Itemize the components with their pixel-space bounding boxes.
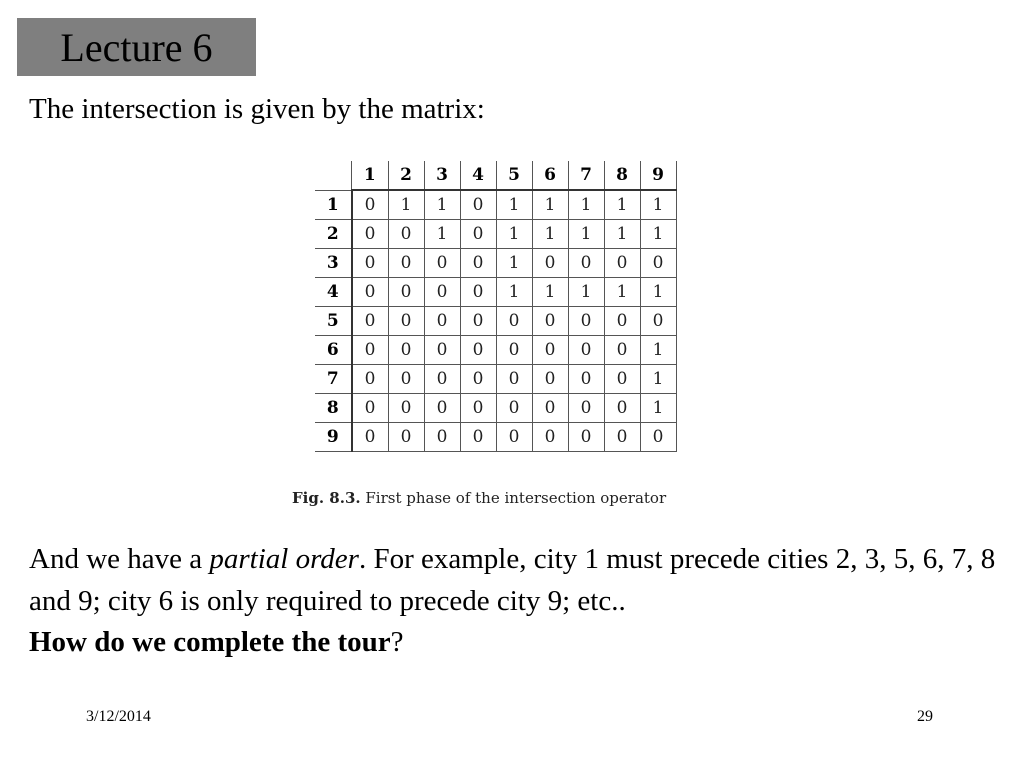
matrix-cell: 1 (532, 278, 568, 307)
matrix-cell: 0 (496, 394, 532, 423)
matrix-cell: 0 (460, 394, 496, 423)
figure-caption (292, 489, 666, 507)
matrix-cell: 0 (352, 278, 389, 307)
matrix-cell: 0 (352, 249, 389, 278)
matrix-cell: 1 (424, 190, 460, 220)
matrix-cell: 0 (604, 394, 640, 423)
matrix-cell: 0 (460, 336, 496, 365)
matrix-row (315, 365, 676, 394)
matrix-cell: 0 (460, 365, 496, 394)
matrix-col-header: 2 (388, 161, 424, 190)
matrix-cell: 0 (532, 249, 568, 278)
matrix-cell: 0 (532, 365, 568, 394)
matrix-col-header: 1 (352, 161, 389, 190)
matrix-cell: 0 (424, 336, 460, 365)
matrix-cell: 0 (496, 423, 532, 452)
matrix-row-header: 7 (315, 365, 352, 394)
matrix-row (315, 190, 676, 220)
matrix-cell: 0 (352, 190, 389, 220)
matrix-cell: 1 (532, 190, 568, 220)
matrix-cell: 1 (640, 394, 676, 423)
matrix-cell: 1 (640, 365, 676, 394)
para-after: . For example, city 1 must precede cities 2, 3, 5, 6, 7, 8 and 9; city 6 is only required to precede city 9; etc.. (29, 543, 996, 617)
matrix-cell: 0 (352, 220, 389, 249)
caption-text: First phase of the intersection operator (360, 489, 667, 507)
matrix-cell: 0 (388, 365, 424, 394)
matrix-cell: 0 (352, 423, 389, 452)
matrix-cell: 1 (424, 220, 460, 249)
intro-text: The intersection is given by the matrix: (29, 93, 485, 125)
matrix-cell: 0 (568, 307, 604, 336)
matrix-col-header: 9 (640, 161, 676, 190)
matrix-cell: 0 (352, 307, 389, 336)
matrix-cell: 0 (496, 365, 532, 394)
matrix-cell: 0 (460, 423, 496, 452)
matrix-cell: 0 (532, 423, 568, 452)
matrix-cell: 1 (388, 190, 424, 220)
matrix-cell: 1 (532, 220, 568, 249)
matrix-row-header: 4 (315, 278, 352, 307)
matrix-col-header: 5 (496, 161, 532, 190)
matrix-cell: 0 (424, 365, 460, 394)
matrix-cell: 0 (460, 220, 496, 249)
matrix-cell: 0 (640, 307, 676, 336)
matrix-cell: 0 (640, 423, 676, 452)
matrix-cell: 0 (460, 190, 496, 220)
matrix-cell: 0 (568, 249, 604, 278)
matrix-cell: 0 (424, 307, 460, 336)
matrix-row-header: 3 (315, 249, 352, 278)
matrix-row-header: 9 (315, 423, 352, 452)
matrix-cell: 0 (424, 423, 460, 452)
question-bold: How do we complete the tour (29, 626, 391, 658)
matrix-cell: 0 (568, 365, 604, 394)
intersection-matrix (315, 161, 677, 452)
matrix-cell: 1 (640, 278, 676, 307)
slide-title: Lecture 6 (17, 18, 256, 76)
matrix-cell: 0 (604, 423, 640, 452)
footer-page-number: 29 (917, 708, 933, 725)
matrix-col-header: 4 (460, 161, 496, 190)
matrix-cell: 0 (532, 307, 568, 336)
matrix-cell: 1 (640, 220, 676, 249)
matrix-row-header: 1 (315, 190, 352, 220)
para-italic: partial order (209, 543, 359, 575)
matrix-cell: 0 (388, 249, 424, 278)
matrix-cell: 0 (388, 220, 424, 249)
matrix-cell: 0 (352, 394, 389, 423)
matrix-cell: 0 (604, 307, 640, 336)
matrix-cell: 0 (568, 394, 604, 423)
matrix-cell: 0 (640, 249, 676, 278)
caption-label: Fig. 8.3. (292, 489, 361, 507)
matrix-cell: 0 (460, 307, 496, 336)
matrix-cell: 0 (352, 365, 389, 394)
matrix-cell: 0 (496, 307, 532, 336)
matrix-cell: 0 (424, 394, 460, 423)
matrix-cell: 1 (496, 190, 532, 220)
matrix-cell: 1 (568, 220, 604, 249)
matrix-cell: 1 (604, 278, 640, 307)
matrix-cell: 1 (568, 190, 604, 220)
matrix-cell: 0 (352, 336, 389, 365)
matrix-row (315, 336, 676, 365)
matrix-cell: 0 (604, 336, 640, 365)
matrix-cell: 0 (568, 336, 604, 365)
question-end: ? (390, 626, 404, 658)
matrix-cell: 1 (604, 220, 640, 249)
matrix-cell: 1 (604, 190, 640, 220)
matrix-col-header: 8 (604, 161, 640, 190)
partial-order-paragraph (29, 538, 1004, 622)
matrix-col-header: 3 (424, 161, 460, 190)
matrix-cell: 0 (388, 278, 424, 307)
matrix-cell: 1 (640, 190, 676, 220)
matrix-cell: 0 (424, 249, 460, 278)
matrix-cell: 1 (496, 249, 532, 278)
matrix-cell: 0 (460, 249, 496, 278)
matrix-row (315, 307, 676, 336)
matrix-row-header: 2 (315, 220, 352, 249)
matrix-row-header: 6 (315, 336, 352, 365)
matrix-cell: 0 (388, 423, 424, 452)
matrix-cell: 0 (460, 278, 496, 307)
matrix-cell: 0 (568, 423, 604, 452)
matrix-cell: 0 (532, 394, 568, 423)
matrix-row (315, 220, 676, 249)
matrix-cell: 0 (532, 336, 568, 365)
matrix-col-header: 7 (568, 161, 604, 190)
matrix-cell: 1 (496, 278, 532, 307)
matrix-cell: 0 (388, 394, 424, 423)
matrix-col-header: 6 (532, 161, 568, 190)
matrix-row (315, 394, 676, 423)
matrix-cell: 0 (496, 336, 532, 365)
question-text (29, 626, 404, 659)
matrix-cell: 0 (388, 336, 424, 365)
matrix-cell: 0 (604, 365, 640, 394)
matrix-cell: 1 (568, 278, 604, 307)
matrix-cell: 1 (640, 336, 676, 365)
footer-date: 3/12/2014 (86, 708, 151, 725)
matrix-row-header: 8 (315, 394, 352, 423)
matrix-body (315, 190, 676, 452)
matrix-header-row (315, 161, 676, 190)
matrix-cell: 0 (424, 278, 460, 307)
matrix-cell: 1 (496, 220, 532, 249)
para-before: And we have a (29, 543, 210, 575)
matrix-row (315, 278, 676, 307)
matrix-row (315, 423, 676, 452)
matrix-corner (315, 161, 352, 190)
matrix-cell: 0 (388, 307, 424, 336)
matrix-row-header: 5 (315, 307, 352, 336)
matrix-row (315, 249, 676, 278)
matrix-cell: 0 (604, 249, 640, 278)
